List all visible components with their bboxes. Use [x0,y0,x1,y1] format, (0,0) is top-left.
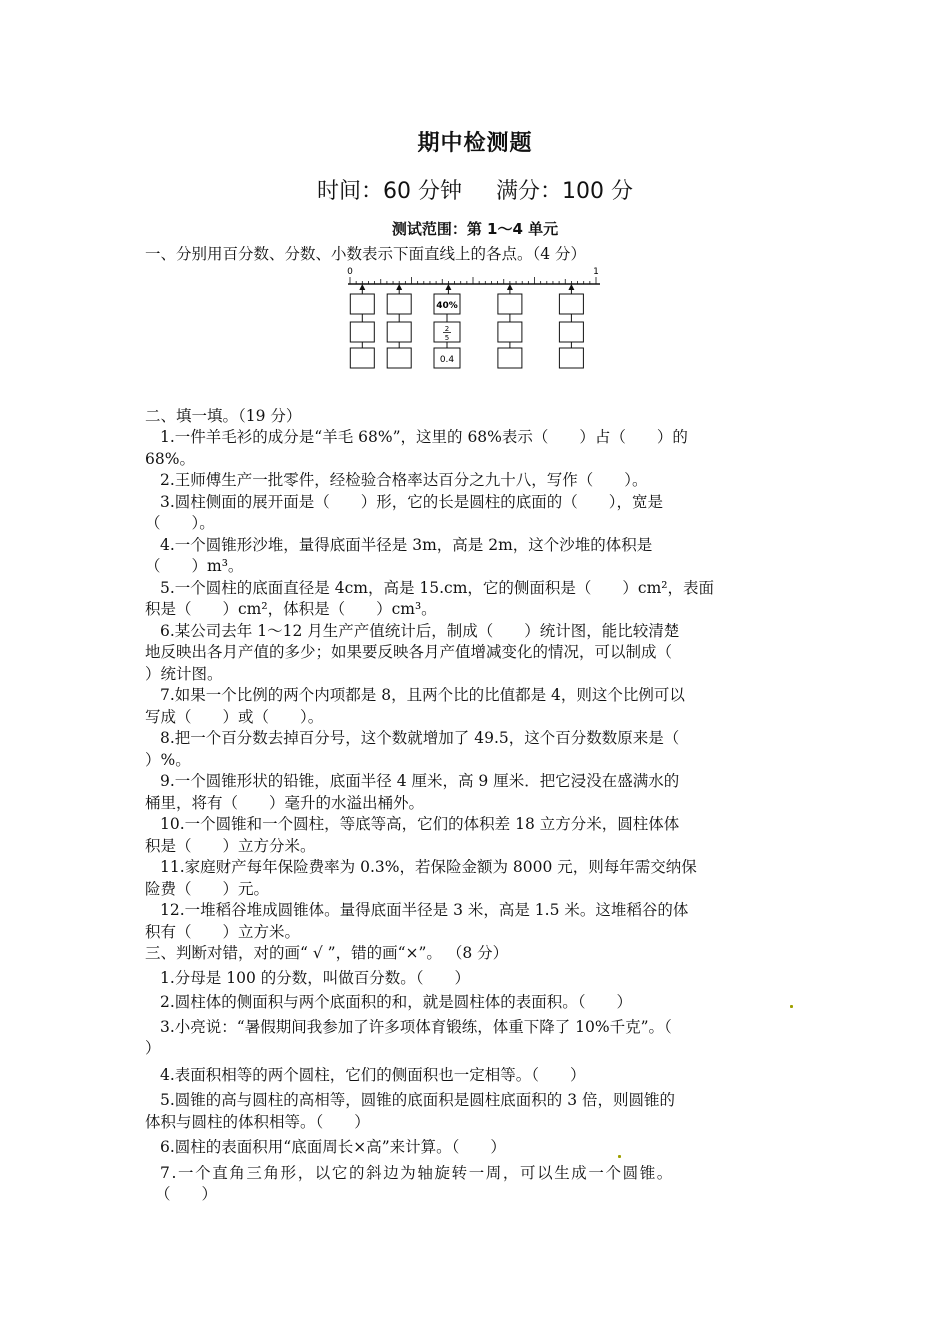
question-2-12: 12.一堆稻谷堆成圆锥体。量得底面半径是 3 米，高是 1.5 米。这堆稻谷的体 积有（ ）立方米。 [145,901,689,941]
question-2-4: 4.一个圆锥形沙堆，量得底面半径是 3m，高是 2m，这个沙堆的体积是 （ ）m³。 [145,535,653,575]
exam-body [145,244,807,1206]
exam-time: 时间：60 分钟 [317,179,462,204]
given-fraction-numerator: 2 [444,325,450,333]
question-2-8: 8.把一个百分数去掉百分号，这个数就增加了 49.5，这个百分数数原来是（ ）%。 [145,729,680,769]
given-fraction-denominator: 5 [444,334,450,342]
question-3-3: 3.小亮说：“暑假期间我参加了许多项体育锻练，体重下降了 10%千克”。（ ） [145,1017,672,1057]
question-3-5: 5.圆锥的高与圆柱的高相等，圆锥的底面积是圆柱底面积的 3 倍，则圆锥的 体积与圆柱的体积相等。（ ） [145,1091,676,1131]
stray-mark [790,1005,793,1008]
page-title: 期中检测题 [417,131,533,156]
question-2-1: 1.一件羊毛衫的成分是“羊毛 68%”，这里的 68%表示（ ）占（ ）的 68%。 [145,428,688,468]
question-2-3: 3.圆柱侧面的展开面是（ ）形，它的长是圆柱的底面的（ ），宽是 （ ）。 [145,492,664,532]
question-2-5: 5.一个圆柱的底面直径是 4cm，高是 15.cm，它的侧面积是（ ）cm²，表面 积是（ ）cm²，体积是（ ）cm³。 [145,578,715,618]
question-3-2: 2.圆柱体的侧面积与两个底面积的和，就是圆柱体的表面积。（ ） [160,993,633,1011]
given-percent: 40% [436,301,458,311]
exam-score: 满分：100 分 [496,179,633,204]
question-2-10: 10.一个圆锥和一个圆柱，等底等高，它们的体积差 18 立方分米，圆柱体体 积是（ ）立方分米。 [145,815,680,855]
question-2-2: 2.王师傅生产一批零件，经检验合格率达百分之九十八，写作（ ）。 [160,471,648,489]
given-decimal: 0.4 [439,355,455,365]
section1-heading: 一、分别用百分数、分数、小数表示下面直线上的各点。（4 分） [145,245,587,263]
exam-info [0,174,950,205]
section3-heading: 三、判断对错，对的画“ √ ”，错的画“×”。 （8 分） [145,944,509,962]
test-scope: 测试范围：第 1～4 单元 [391,220,559,238]
question-3-6: 6.圆柱的表面积用“底面周长×高”来计算。（ ） [160,1138,506,1156]
question-3-1: 1.分母是 100 的分数，叫做百分数。（ ） [160,968,470,987]
question-2-9: 9.一个圆锥形状的铅锥，底面半径 4 厘米，高 9 厘米．把它浸没在盛满水的 桶里，将有（ ）毫升的水溢出桶外。 [145,772,680,812]
question-2-11: 11.家庭财产每年保险费率为 0.3%，若保险金额为 8000 元，则每年需交纳保 险费（ ）元。 [145,858,697,898]
question-3-4: 4.表面积相等的两个圆柱，它们的侧面积也一定相等。（ ） [160,1065,586,1084]
stray-mark [618,1155,621,1158]
question-2-7: 7.如果一个比例的两个内项都是 8，且两个比的比值都是 4，则这个比例可以 写成（ ）或（ ）。 [145,686,685,726]
question-2-6: 6.某公司去年 1～12 月生产产值统计后，制成（ ）统计图，能比较清楚 地反映出各月产值的多少；如果要反映各月产值增减变化的情况，可以制成（ ）统计图。 [145,621,680,683]
section2-heading: 二、填一填。（19 分） [145,406,302,425]
number-line-end-label: 1 [593,267,599,277]
question-3-7: 7.一个直角三角形，以它的斜边为轴旋转一周，可以生成一个圆锥。 （ ） [155,1163,674,1203]
number-line-start-label: 0 [347,267,353,277]
